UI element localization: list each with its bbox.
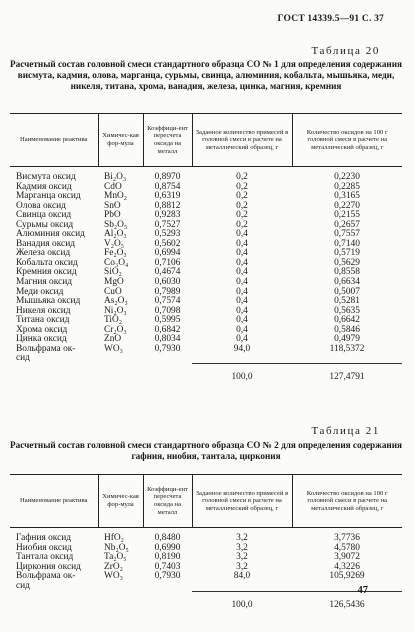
cell-formula: SiO₂ (104, 267, 122, 278)
table21-label: Таблица 21 (311, 425, 380, 437)
cell-mass: 3,2 (236, 542, 248, 553)
table20-header-row (10, 114, 402, 167)
cell-name: Титана оксид (16, 315, 70, 326)
cell-coef: 0,8754 (154, 181, 181, 192)
cell-formula: HfO₂ (104, 533, 124, 543)
page-number: 47 (357, 585, 368, 596)
cell-mass: 0,4 (236, 296, 248, 307)
table20 (10, 113, 402, 383)
header-name: Наименование реактива (10, 114, 98, 167)
cell-mass: 0,4 (236, 229, 248, 240)
cell-name: Тантала оксид (16, 552, 74, 563)
cell-name: Алюминия оксид (16, 229, 85, 240)
cell-mass: 0,2 (236, 172, 248, 182)
cell-qty: 0,5635 (334, 305, 360, 316)
cell-formula: CuO (104, 286, 122, 297)
cell-mass: 0,4 (236, 324, 248, 335)
header-coef: Коэффици-ент пересчета оксида на металл (143, 475, 192, 528)
cell-formula: MgO (104, 277, 124, 288)
cell-formula: Sb₂O₅ (104, 219, 128, 230)
cell-qty: 3,9072 (334, 552, 360, 563)
cell-mass: 0,4 (236, 277, 248, 288)
cell-coef: 0,4674 (154, 267, 181, 278)
header-formula: Химичес-кая фор-мула (98, 114, 143, 167)
cell-formula (98, 354, 143, 364)
cell-coef: 0,6319 (154, 191, 181, 202)
cell-name: Цинка оксид (16, 334, 67, 345)
total-empty-cell (10, 591, 98, 610)
cell-name: сид (16, 353, 30, 364)
cell-name: Магния оксид (16, 277, 72, 288)
total-qty: 126,5436 (292, 591, 402, 610)
cell-qty: 0,6642 (334, 315, 360, 326)
header-qty: Количество оксидов на 100 г головной смеси в расчете на металлический образец, г (292, 475, 402, 528)
total-row (10, 591, 402, 610)
cell-formula: MnO₂ (104, 191, 128, 202)
cell-qty: 0,7557 (334, 229, 360, 240)
cell-qty: 4,3226 (334, 561, 360, 572)
cell-coef: 0,7574 (154, 296, 181, 307)
cell-qty: 0,3165 (334, 191, 360, 202)
cell-mass: 94,0 (233, 343, 251, 354)
cell-coef: 0,7930 (154, 343, 181, 354)
cell-coef: 0,6990 (154, 542, 181, 553)
cell-mass: 0,4 (236, 286, 248, 297)
cell-coef: 0,8970 (154, 172, 181, 182)
cell-qty: 3,7736 (334, 533, 360, 543)
cell-coef: 0,6994 (154, 248, 181, 259)
cell-name: Железа оксид (16, 248, 71, 259)
cell-mass: 0,2 (236, 181, 248, 192)
cell-formula: Al₂O₃ (104, 229, 127, 240)
cell-qty: 0,2270 (334, 200, 360, 211)
table21 (10, 474, 402, 610)
cell-coef: 0,7930 (154, 571, 181, 582)
cell-formula: Ta₂O₅ (104, 552, 127, 563)
cell-coef: 0,6842 (154, 324, 181, 335)
cell-name: Кадмия оксид (16, 181, 72, 192)
cell-qty: 118,5372 (329, 343, 365, 354)
cell-qty: 0,5846 (334, 324, 360, 335)
cell-name: Свинца оксид (16, 210, 72, 221)
cell-mass: 3,2 (236, 552, 248, 563)
cell-coef: 0,9283 (154, 210, 181, 221)
cell-coef: 0,8812 (154, 200, 181, 211)
cell-formula: WO₃ (104, 343, 123, 354)
cell-qty (292, 582, 402, 592)
cell-coef (143, 354, 192, 364)
cell-name: Меди оксид (16, 286, 64, 297)
cell-coef: 0,5293 (154, 229, 181, 240)
cell-mass (192, 582, 292, 592)
header-formula: Химичес-кая фор-мула (98, 475, 143, 528)
cell-mass: 0,2 (236, 219, 248, 230)
cell-formula: Ni₂O₃ (104, 305, 127, 316)
cell-name: Олова оксид (16, 200, 66, 211)
cell-coef: 0,5995 (154, 315, 181, 326)
cell-name: Хрома оксид (16, 324, 68, 335)
cell-qty: 105,9269 (329, 571, 365, 582)
cell-qty: 0,5719 (334, 248, 360, 259)
total-mass: 100,0 (192, 591, 292, 610)
cell-coef: 0,6030 (154, 277, 181, 288)
cell-formula: CdO (104, 181, 122, 192)
table-row (10, 345, 402, 355)
cell-coef: 0,8190 (154, 552, 181, 563)
cell-qty: 0,8558 (334, 267, 360, 278)
cell-mass: 0,4 (236, 334, 248, 345)
total-qty: 127,4791 (292, 364, 402, 383)
table20-label: Таблица 20 (311, 45, 380, 57)
cell-formula: PbO (104, 210, 121, 221)
table21-header-row (10, 475, 402, 528)
table20-caption: Расчетный состав головной смеси стандартного образца СО № 1 для определения содержания висмута, кадмия, олова, марганца, сурьмы, свинца, алюминия, кобальта, мышьяка, меди, никеля, титана, хрома, ванадия, железа, цинка, магния, кремния (10, 59, 402, 91)
cell-formula: Co₃O₄ (104, 257, 129, 268)
header-coef: Коэффици-ент пересчета оксида на металл (143, 114, 192, 167)
cell-qty: 0,2230 (334, 172, 360, 182)
header-name: Наименование реактива (10, 475, 98, 528)
cell-formula: Bi₂O₃ (104, 172, 127, 182)
cell-mass: 0,2 (236, 191, 248, 202)
total-empty-cell (98, 591, 143, 610)
total-empty-cell (10, 364, 98, 383)
cell-name: Кобальта оксид (16, 257, 78, 268)
cell-formula: TiO₂ (104, 315, 123, 326)
cell-qty: 0,6634 (334, 277, 360, 288)
header-qty: Количество оксидов на 100 г головной смеси в расчете на металлический образец, г (292, 114, 402, 167)
cell-qty (292, 354, 402, 364)
cell-coef: 0,7989 (154, 286, 181, 297)
table21-caption: Расчетный состав головной смеси стандартного образца СО № 2 для определения содержания гафния, ниобия, тантала, циркония (10, 440, 402, 461)
cell-coef: 0,8034 (154, 334, 181, 345)
table-row (10, 167, 402, 183)
cell-name: Вольфрама ок- (16, 343, 76, 354)
cell-mass: 0,4 (236, 248, 248, 259)
cell-mass: 0,4 (236, 267, 248, 278)
cell-name: Мышьяка оксид (16, 296, 81, 307)
cell-qty: 0,5629 (334, 257, 360, 268)
table21-body (10, 528, 402, 611)
cell-name: Марганца оксид (16, 191, 81, 202)
cell-coef: 0,7403 (154, 561, 181, 572)
cell-formula: As₂O₃ (104, 296, 128, 307)
cell-qty: 0,5281 (334, 296, 360, 307)
cell-name: Гафния оксид (16, 533, 72, 543)
cell-name: Циркония оксид (16, 561, 81, 572)
cell-name: Никеля оксид (16, 305, 71, 316)
cell-name: Ниобия оксид (16, 542, 72, 553)
cell-formula: SnO (104, 200, 121, 211)
cell-name: Висмута оксид (16, 172, 76, 182)
cell-coef: 0,7527 (154, 219, 181, 230)
cell-mass: 0,4 (236, 315, 248, 326)
cell-qty: 0,2657 (334, 219, 360, 230)
cell-mass: 0,4 (236, 257, 248, 268)
cell-coef (143, 582, 192, 592)
cell-name: Кремния оксид (16, 267, 77, 278)
total-empty-cell (143, 591, 192, 610)
cell-formula: ZnO (104, 334, 122, 345)
header-mass: Заданное количество примесей в головной смеси в расчете на металлический образец, г (192, 114, 292, 167)
cell-mass: 0,4 (236, 305, 248, 316)
cell-formula: Cr₂O₃ (104, 324, 127, 335)
cell-formula: ZrO₂ (104, 561, 123, 572)
cell-mass: 0,4 (236, 238, 248, 249)
total-empty-cell (143, 364, 192, 383)
cell-qty: 0,4979 (334, 334, 360, 345)
total-mass: 100,0 (192, 364, 292, 383)
cell-mass: 3,2 (236, 533, 248, 543)
table-row (10, 528, 402, 544)
cell-formula: WO₃ (104, 571, 123, 582)
cell-qty: 0,7140 (334, 238, 360, 249)
cell-formula: Fe₂O₃ (104, 248, 127, 259)
cell-qty: 0,5007 (334, 286, 360, 297)
cell-formula: Nb₂O₅ (104, 542, 129, 553)
table20-body (10, 167, 402, 383)
cell-coef: 0,8480 (154, 533, 181, 543)
total-row (10, 364, 402, 383)
cell-mass: 3,2 (236, 561, 248, 572)
cell-name: Ванадия оксид (16, 238, 75, 249)
total-empty-cell (98, 364, 143, 383)
cell-formula (98, 582, 143, 592)
table-row (10, 354, 402, 364)
cell-formula: V₂O₅ (104, 238, 125, 249)
table-row (10, 572, 402, 582)
cell-mass: 0,2 (236, 200, 248, 211)
cell-mass: 84,0 (233, 571, 251, 582)
table-row (10, 582, 402, 592)
cell-coef: 0,5602 (154, 238, 181, 249)
cell-qty: 0,2155 (334, 210, 360, 221)
cell-qty: 0,2285 (334, 181, 360, 192)
cell-coef: 0,7098 (154, 305, 181, 316)
cell-name: Сурьмы оксид (16, 219, 74, 230)
cell-qty: 4,5780 (334, 542, 360, 553)
cell-name: сид (16, 580, 30, 591)
cell-mass (192, 354, 292, 364)
cell-name: Вольфрама ок- (16, 571, 76, 582)
header-mass: Заданное количество примесей в головной смеси в расчете на металлический образец, г (192, 475, 292, 528)
page-header: ГОСТ 14339.5—91 С. 37 (277, 14, 384, 24)
cell-coef: 0,7106 (154, 257, 181, 268)
cell-mass: 0,2 (236, 210, 248, 221)
